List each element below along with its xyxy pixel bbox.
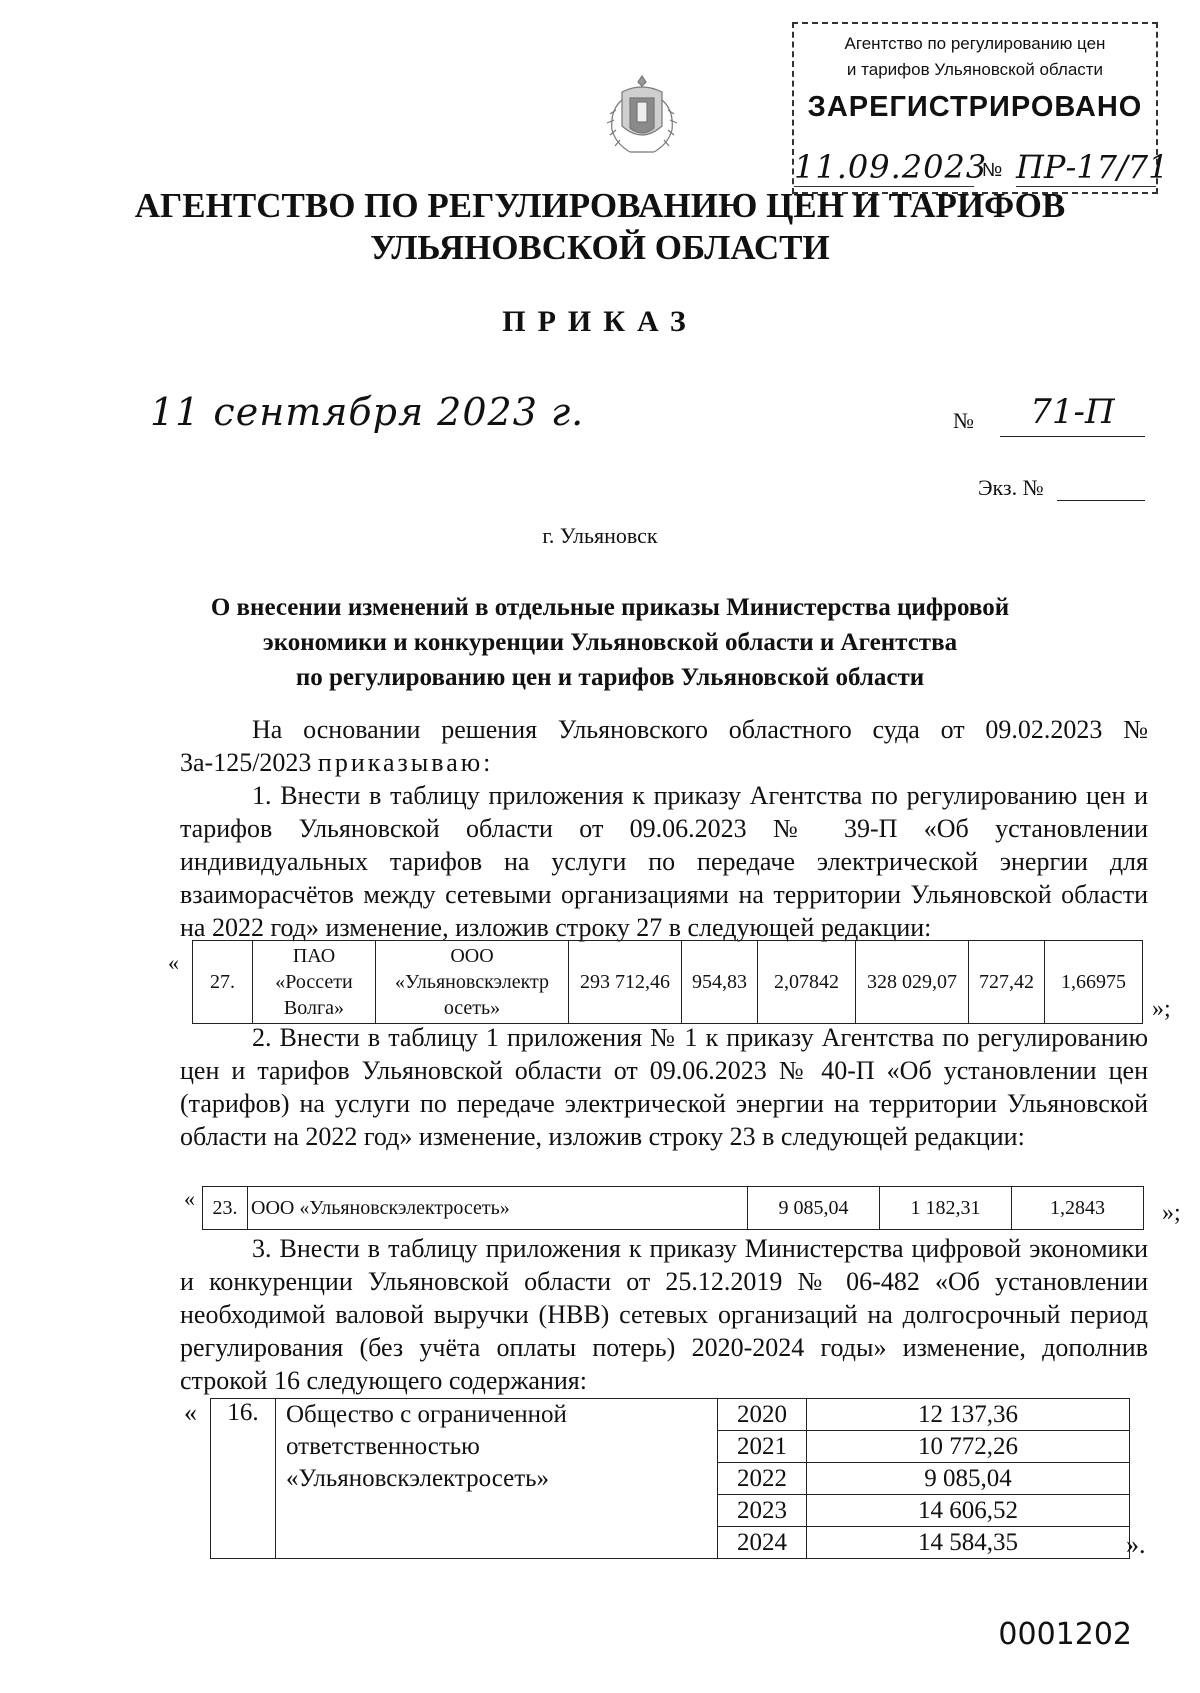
org1-line-2: «Россети: [275, 971, 353, 993]
table-2-open-quote: «: [184, 1186, 195, 1211]
table-3-org: [276, 1399, 718, 1559]
table-row: [193, 941, 1143, 1024]
order-subject: [180, 590, 1040, 695]
table-2: [202, 1186, 1144, 1230]
stamp-status: ЗАРЕГИСТРИРОВАНО: [807, 91, 1143, 123]
table-3-open-quote: «: [184, 1398, 197, 1427]
table-1-value-1: 293 712,46: [569, 941, 682, 1024]
order-date: 11 сентября 2023 г.: [150, 390, 585, 434]
item-1-paragraph: 1. Внести в таблицу приложения к приказу Агентства по регулированию цен и тарифов Ульяновской области от 09.06.2023 № 39-П «Об установлении индивидуальных тарифов на услуги по передаче электрической энергии для взаиморасчётов между сетевыми организациями на территории Ульяновской области на 2022 год» изменение, изложив строку 27 в следующей редакции:: [180, 781, 1148, 942]
table-2-value-1: 9 085,04: [748, 1187, 880, 1230]
org2-line-2: «Ульяновскэлектр: [394, 971, 550, 993]
table-3-close-quote: ».: [1126, 1530, 1146, 1559]
table-3-year: 2021: [718, 1431, 807, 1463]
table-1: [192, 940, 1143, 1024]
table-1-num: 27.: [193, 941, 253, 1024]
body-block-2: [180, 1021, 1148, 1153]
stamp-number-label: №: [982, 160, 1003, 181]
table-2-value-3: 1,2843: [1012, 1187, 1144, 1230]
stamp-line-1: Агентство по регулированию цен: [844, 34, 1106, 53]
table-3-value: 14 606,52: [807, 1495, 1130, 1527]
table-1-value-2: 954,83: [682, 941, 758, 1024]
table-1-value-3: 2,07842: [758, 941, 856, 1024]
table-3-year: 2024: [718, 1527, 807, 1559]
city: г. Ульяновск: [542, 523, 658, 548]
item-2-paragraph: 2. Внести в таблицу 1 приложения № 1 к приказу Агентства по регулированию цен и тарифов Ульяновской области от 09.06.2023 № 40-П «Об установлении цен (тарифов) на услуги по передаче электрической энергии на территории Ульяновской области на 2022 год» изменение, изложив строку 23 в следующей редакции:: [180, 1023, 1148, 1151]
agency-name-line-1: АГЕНТСТВО ПО РЕГУЛИРОВАНИЮ ЦЕН И ТАРИФОВ: [134, 186, 1066, 225]
table-3-value: 10 772,26: [807, 1431, 1130, 1463]
table-1-value-6: 1,66975: [1045, 941, 1143, 1024]
org2-line-1: ООО: [450, 945, 494, 967]
table-row: [203, 1187, 1144, 1230]
body-block-3: [180, 1232, 1148, 1397]
org1-line-1: ПАО: [292, 945, 336, 967]
table-1-org2: [376, 941, 569, 1024]
table-1-value-5: 727,42: [969, 941, 1045, 1024]
table-3-value: 12 137,36: [807, 1399, 1130, 1431]
intro-command: приказываю:: [317, 748, 494, 777]
table-1-open-quote: «: [168, 950, 179, 975]
coat-of-arms-icon: [600, 70, 684, 158]
order-number-label: №: [953, 408, 974, 433]
table-1-value-4: 328 029,07: [856, 941, 969, 1024]
intro-text: На основании решения Ульяновского областного суда от 09.02.2023 № 3а-125/2023: [180, 715, 1148, 777]
table-3-value: 9 085,04: [807, 1463, 1130, 1495]
org1-line-3: Волга»: [283, 997, 345, 1019]
table-3-org-line-1: Общество с ограниченной: [286, 1401, 567, 1428]
table-3-value: 14 584,35: [807, 1527, 1130, 1559]
stamp-date: 11.09.2023: [794, 148, 988, 186]
stamp-number: ПР-17/71: [1016, 148, 1169, 186]
table-3: [210, 1398, 1130, 1559]
subject-line-2: экономики и конкуренции Ульяновской области и Агентства: [262, 629, 958, 656]
intro-paragraph: [180, 713, 1148, 779]
copy-number-label: Экз. №: [978, 475, 1044, 500]
table-3-year: 2023: [718, 1495, 807, 1527]
body-block-1: [180, 713, 1148, 944]
document-serial-number: 0001202: [998, 1617, 1132, 1652]
table-2-num: 23.: [203, 1187, 248, 1230]
stamp-line-2: и тарифов Ульяновской области: [846, 60, 1104, 79]
copy-number-blank: [1057, 500, 1145, 501]
table-3-org-line-3: «Ульяновскэлектросеть»: [286, 1465, 550, 1492]
table-1-org1: [253, 941, 376, 1024]
table-3-year: 2022: [718, 1463, 807, 1495]
table-2-org: ООО «Ульяновскэлектросеть»: [248, 1187, 748, 1230]
order-number: 71-П: [1000, 392, 1145, 437]
agency-name-line-2: УЛЬЯНОВСКОЙ ОБЛАСТИ: [370, 228, 830, 267]
document-type-title: ПРИКАЗ: [502, 305, 698, 338]
subject-line-1: О внесении изменений в отдельные приказы Министерства цифровой: [210, 594, 1010, 621]
table-2-close-quote: »;: [1162, 1200, 1181, 1226]
table-3-year: 2020: [718, 1399, 807, 1431]
registration-stamp: [792, 22, 1169, 194]
subject-line-3: по регулированию цен и тарифов Ульяновской области: [295, 664, 925, 691]
org2-line-3: осеть»: [443, 997, 501, 1019]
table-3-org-line-2: ответственностью: [286, 1433, 480, 1460]
table-2-value-2: 1 182,31: [880, 1187, 1012, 1230]
item-3-paragraph: 3. Внести в таблицу приложения к приказу Министерства цифровой экономики и конкуренции Ульяновской области от 25.12.2019 № 06-482 «Об установлении необходимой валовой выручки (НВВ) сетевых организаций на долгосрочный период регулирования (без учёта оплаты потерь) 2020-2024 годы» изменение, дополнив строкой 16 следующего содержания:: [180, 1234, 1148, 1395]
table-1-close-quote: »;: [1152, 996, 1171, 1022]
table-row: [211, 1399, 1130, 1431]
table-3-num: 16.: [211, 1399, 276, 1559]
